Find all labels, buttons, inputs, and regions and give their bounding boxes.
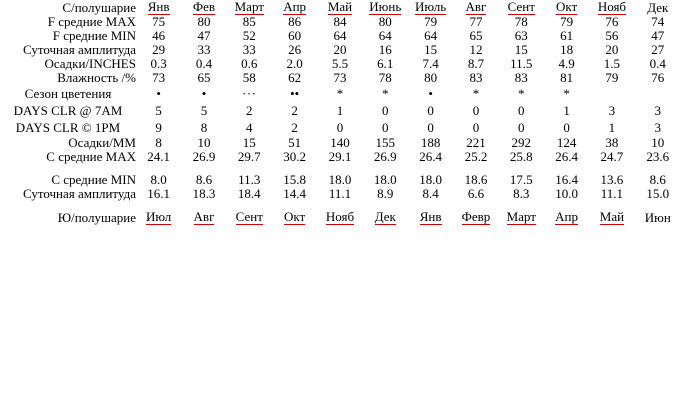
month-header-cell bbox=[635, 0, 681, 15]
data-cell: 0 bbox=[518, 102, 525, 118]
data-cell: 11.5 bbox=[510, 56, 533, 72]
data-cell: 20 bbox=[605, 42, 619, 58]
data-cell: 15 bbox=[424, 42, 438, 58]
data-cell: 62 bbox=[288, 70, 302, 86]
month-label: Нояб bbox=[597, 0, 627, 14]
month-header-cell bbox=[499, 210, 544, 225]
data-cell: * bbox=[336, 85, 344, 101]
data-cell: 77 bbox=[469, 14, 483, 30]
data-cell: 1 bbox=[336, 102, 344, 118]
data-cell: 0 bbox=[518, 119, 525, 135]
data-cell: 26.4 bbox=[555, 149, 578, 165]
data-cell: 79 bbox=[560, 14, 574, 30]
month-header-cell bbox=[499, 0, 544, 15]
data-cell: 23.6 bbox=[646, 149, 670, 165]
row-label: Сезон цветения bbox=[24, 85, 112, 101]
month-header-cell bbox=[272, 0, 317, 15]
data-cell: 73 bbox=[333, 70, 347, 86]
data-cell: 51 bbox=[288, 135, 302, 151]
data-cell: 11.3 bbox=[238, 172, 261, 188]
data-cell: 8.3 bbox=[513, 186, 530, 202]
data-cell: • bbox=[201, 85, 207, 101]
row-label: Осадки/ММ bbox=[68, 135, 136, 151]
data-cell: 3 bbox=[654, 119, 662, 135]
month-label: Февр bbox=[461, 209, 491, 225]
hemisphere-label: С/полушарие bbox=[62, 0, 136, 15]
data-cell: 10.0 bbox=[555, 186, 578, 202]
data-cell: 33 bbox=[242, 42, 256, 58]
month-header-cell bbox=[181, 210, 226, 225]
month-label: Авг bbox=[193, 209, 215, 225]
data-cell: 18.0 bbox=[419, 172, 442, 188]
data-cell: 0.4 bbox=[649, 56, 666, 72]
month-label: Июнь bbox=[369, 0, 402, 14]
data-cell: 63 bbox=[514, 28, 528, 44]
data-cell: 0.4 bbox=[195, 56, 213, 72]
table-row bbox=[0, 119, 681, 136]
data-cell: 80 bbox=[197, 14, 211, 30]
row-label: Суточная амплитуда bbox=[22, 42, 136, 58]
data-cell: 8.7 bbox=[467, 56, 485, 72]
data-cell: 84 bbox=[333, 14, 347, 30]
data-cell: 11.1 bbox=[328, 186, 352, 202]
row-label: С средние MIN bbox=[51, 172, 136, 188]
data-cell: 8.4 bbox=[422, 186, 439, 202]
data-cell: 188 bbox=[420, 135, 441, 151]
data-cell: 83 bbox=[469, 70, 483, 86]
data-cell bbox=[589, 85, 634, 102]
data-cell: 79 bbox=[424, 14, 438, 30]
data-cell: 1.5 bbox=[603, 56, 621, 72]
data-cell: 4 bbox=[246, 119, 253, 135]
month-label: Июль bbox=[415, 0, 447, 14]
data-cell: 81 bbox=[560, 70, 574, 86]
data-cell: 64 bbox=[378, 28, 392, 44]
data-cell: 78 bbox=[514, 14, 528, 30]
data-cell: 85 bbox=[242, 14, 256, 30]
month-header-cell bbox=[589, 0, 634, 15]
row-label: DAYS CLR © 1PM bbox=[15, 119, 121, 135]
data-cell: 30.2 bbox=[283, 149, 306, 165]
data-cell: 38 bbox=[605, 135, 619, 151]
month-label: Дек bbox=[647, 0, 669, 15]
data-cell: 9 bbox=[155, 119, 162, 135]
data-cell: 26.9 bbox=[192, 149, 216, 165]
data-cell: 16 bbox=[378, 42, 392, 58]
month-header-cell bbox=[227, 0, 272, 15]
data-cell: 83 bbox=[514, 70, 528, 86]
data-cell: 6.6 bbox=[467, 186, 485, 202]
month-header-cell bbox=[453, 210, 498, 225]
data-cell: 0.3 bbox=[150, 56, 167, 72]
month-label: Дек bbox=[374, 209, 396, 225]
data-cell: 2.0 bbox=[286, 56, 303, 72]
month-label: Янв bbox=[419, 209, 442, 225]
data-cell: 1 bbox=[608, 119, 616, 135]
data-cell: ··· bbox=[242, 85, 257, 101]
data-cell: 0 bbox=[336, 119, 344, 135]
data-cell: 29.1 bbox=[328, 149, 352, 165]
data-cell: • bbox=[428, 85, 433, 101]
data-cell: 3 bbox=[654, 102, 662, 118]
data-cell: 24.1 bbox=[147, 149, 171, 165]
data-cell: 18.6 bbox=[464, 172, 488, 188]
data-cell: 0 bbox=[427, 119, 434, 135]
data-cell: 61 bbox=[560, 28, 574, 44]
data-cell: 0 bbox=[472, 102, 480, 118]
month-header-cell bbox=[363, 0, 408, 15]
data-cell: 58 bbox=[242, 70, 256, 86]
table-row bbox=[0, 29, 681, 43]
data-cell: 56 bbox=[605, 28, 619, 44]
data-cell: 15 bbox=[242, 135, 256, 151]
month-header-cell bbox=[272, 210, 317, 225]
data-cell: 5 bbox=[200, 102, 208, 118]
data-cell: * bbox=[382, 85, 389, 101]
data-cell: 65 bbox=[197, 70, 211, 86]
data-cell: 75 bbox=[152, 14, 166, 30]
data-cell: 124 bbox=[556, 135, 577, 151]
month-label: Сент bbox=[235, 209, 263, 225]
data-cell: 15.8 bbox=[283, 172, 306, 188]
month-label: Июл bbox=[146, 209, 172, 225]
data-cell: 74 bbox=[651, 14, 665, 30]
month-header-cell bbox=[227, 210, 272, 225]
data-cell: 52 bbox=[242, 28, 256, 44]
header-row-north bbox=[0, 0, 681, 15]
data-cell: •• bbox=[290, 85, 300, 101]
table-row bbox=[0, 57, 681, 71]
row-label: F средние MIN bbox=[52, 28, 136, 44]
month-header-cell bbox=[317, 210, 362, 225]
data-cell: 5 bbox=[155, 102, 162, 118]
table-row bbox=[0, 150, 681, 164]
data-cell: 47 bbox=[651, 28, 665, 44]
month-header-cell bbox=[136, 210, 181, 225]
data-cell: 10 bbox=[197, 135, 211, 151]
row-label: Осадки/INCHES bbox=[44, 56, 136, 72]
data-cell: 76 bbox=[651, 70, 665, 86]
month-label: Окт bbox=[284, 209, 306, 225]
data-cell: 20 bbox=[333, 42, 347, 58]
data-cell: 76 bbox=[605, 14, 619, 30]
data-cell: 29.7 bbox=[237, 149, 261, 165]
month-header-cell bbox=[181, 0, 226, 15]
month-header-cell bbox=[589, 210, 634, 225]
month-header-cell bbox=[136, 0, 181, 15]
data-cell: 86 bbox=[288, 14, 302, 30]
data-cell: 140 bbox=[330, 135, 350, 151]
table-row bbox=[0, 173, 681, 187]
data-cell: 221 bbox=[466, 135, 486, 151]
data-cell: 0 bbox=[382, 102, 389, 118]
row-label: DAYS CLR @ 7AM bbox=[13, 102, 123, 118]
data-cell: 26 bbox=[288, 42, 302, 58]
data-cell: * bbox=[518, 85, 525, 101]
month-header-cell bbox=[635, 210, 681, 225]
table-row bbox=[0, 71, 681, 85]
data-cell: 73 bbox=[152, 70, 166, 86]
data-cell: 26.9 bbox=[373, 149, 397, 165]
month-header-cell bbox=[317, 0, 362, 15]
data-cell: 26.4 bbox=[419, 149, 442, 165]
data-cell: 17.5 bbox=[509, 172, 533, 188]
month-label: Фев bbox=[192, 0, 216, 14]
month-label: Март bbox=[506, 209, 536, 225]
month-header-cell bbox=[544, 0, 589, 15]
row-label: Влажность /% bbox=[57, 70, 136, 86]
data-cell: 14.4 bbox=[283, 186, 306, 202]
data-cell: 60 bbox=[288, 28, 302, 44]
data-cell: 7.4 bbox=[422, 56, 439, 72]
data-cell: 0 bbox=[382, 119, 389, 135]
data-cell: 10 bbox=[651, 135, 665, 151]
month-label: Янв bbox=[147, 0, 170, 14]
data-cell: 33 bbox=[197, 42, 211, 58]
data-cell: 18.0 bbox=[373, 172, 397, 188]
data-cell: 27 bbox=[651, 42, 665, 58]
data-cell: 155 bbox=[375, 135, 396, 151]
data-cell: 15 bbox=[514, 42, 528, 58]
data-cell: 2 bbox=[291, 119, 298, 135]
data-cell bbox=[635, 85, 681, 102]
data-cell: 292 bbox=[511, 135, 532, 151]
month-header-cell bbox=[408, 210, 453, 225]
data-cell: • bbox=[156, 85, 161, 101]
data-cell: 8.9 bbox=[377, 186, 394, 202]
table-row bbox=[0, 187, 681, 201]
data-cell: 2 bbox=[246, 102, 253, 118]
month-header-cell bbox=[544, 210, 589, 225]
data-cell: 16.1 bbox=[147, 186, 171, 202]
table-row bbox=[0, 43, 681, 57]
data-cell: 18.0 bbox=[328, 172, 352, 188]
data-cell: * bbox=[563, 85, 570, 101]
data-cell: 47 bbox=[197, 28, 211, 44]
data-cell: 15.0 bbox=[646, 186, 670, 202]
data-cell: 6.1 bbox=[377, 56, 394, 72]
data-cell: 29 bbox=[152, 42, 166, 58]
data-cell: 11.1 bbox=[600, 186, 624, 202]
data-cell: 8.6 bbox=[195, 172, 213, 188]
month-header-cell bbox=[363, 210, 408, 225]
data-cell: 18 bbox=[560, 42, 574, 58]
data-cell: 16.4 bbox=[555, 172, 578, 188]
data-cell: 8.0 bbox=[150, 172, 167, 188]
data-cell: 0 bbox=[427, 102, 434, 118]
month-label: Окт bbox=[555, 0, 578, 14]
table-row bbox=[0, 102, 681, 119]
data-cell: 0.6 bbox=[241, 56, 258, 72]
month-header-cell bbox=[453, 0, 498, 15]
month-label: Май bbox=[327, 0, 353, 14]
data-cell: 80 bbox=[424, 70, 438, 86]
table-row bbox=[0, 136, 681, 150]
data-cell: 64 bbox=[424, 28, 438, 44]
data-cell: 80 bbox=[378, 14, 392, 30]
month-label: Май bbox=[599, 209, 625, 225]
month-label: Апр bbox=[555, 209, 579, 225]
data-cell: 25.2 bbox=[464, 149, 488, 165]
data-cell: 18.4 bbox=[237, 186, 261, 202]
data-cell: 12 bbox=[469, 42, 483, 58]
data-cell: 79 bbox=[605, 70, 619, 86]
data-cell: 2 bbox=[291, 102, 298, 118]
data-cell: 1 bbox=[563, 102, 570, 118]
month-label: Июн bbox=[644, 209, 671, 225]
data-cell: 0 bbox=[472, 119, 480, 135]
data-cell: 8.6 bbox=[649, 172, 666, 188]
data-cell: 46 bbox=[152, 28, 166, 44]
data-cell: 13.6 bbox=[600, 172, 624, 188]
data-cell: 3 bbox=[608, 102, 616, 118]
data-cell: 8 bbox=[155, 135, 162, 151]
table-row bbox=[0, 85, 681, 102]
month-label: Сент bbox=[507, 0, 535, 14]
header-row-south bbox=[0, 210, 681, 225]
table-row bbox=[0, 15, 681, 29]
data-cell: 8 bbox=[200, 119, 208, 135]
data-cell: 18.3 bbox=[192, 186, 216, 202]
data-cell: 5.5 bbox=[331, 56, 349, 72]
month-header-cell bbox=[408, 0, 453, 15]
hemisphere-label: Ю/полушарие bbox=[57, 209, 136, 225]
row-label: F средние MAX bbox=[47, 14, 136, 30]
month-label: Апр bbox=[283, 0, 307, 14]
data-cell: 78 bbox=[378, 70, 392, 86]
data-cell: 4.9 bbox=[558, 56, 575, 72]
month-label: Нояб bbox=[325, 209, 355, 225]
month-label: Авг bbox=[465, 0, 487, 14]
month-label: Март bbox=[234, 0, 264, 14]
data-cell: * bbox=[472, 85, 480, 101]
row-label: С средние MAX bbox=[46, 149, 136, 165]
data-cell: 25.8 bbox=[509, 149, 533, 165]
data-cell: 64 bbox=[333, 28, 347, 44]
data-cell: 24.7 bbox=[600, 149, 624, 165]
data-cell: 0 bbox=[563, 119, 570, 135]
row-label: Суточная амплитуда bbox=[22, 186, 136, 202]
data-cell: 65 bbox=[469, 28, 483, 44]
